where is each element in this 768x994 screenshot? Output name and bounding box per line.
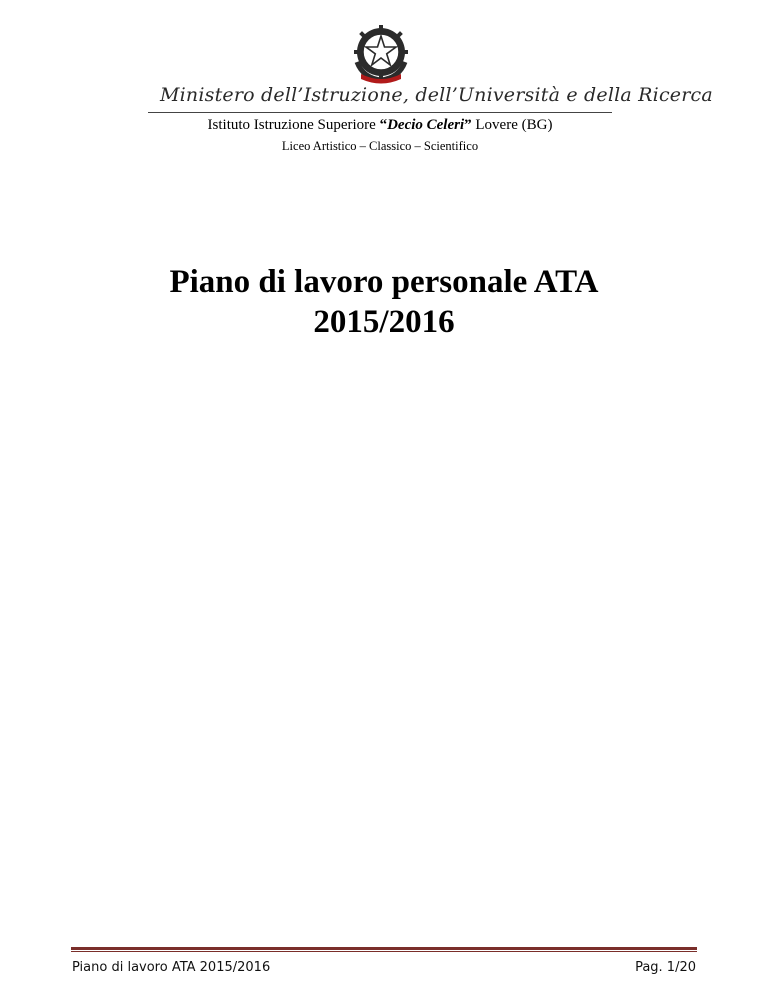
institute-location: Lovere (BG) bbox=[471, 117, 553, 133]
footer-divider-thick bbox=[71, 947, 697, 950]
open-quote: “ bbox=[379, 117, 388, 133]
institute-prefix: Istituto Istruzione Superiore bbox=[207, 117, 380, 133]
close-quote: ” bbox=[464, 117, 472, 133]
footer-page-number: Pag. 1/20 bbox=[635, 960, 696, 975]
ministry-heading: Ministero dell’Istruzione, dell’Università e della Ricerca bbox=[160, 84, 713, 106]
italian-republic-emblem-icon bbox=[349, 24, 413, 86]
document-title bbox=[0, 262, 768, 342]
institute-name: Decio Celeri bbox=[387, 117, 465, 133]
title-line-2: 2015/2016 bbox=[313, 304, 455, 340]
institute-line bbox=[148, 117, 612, 134]
footer-divider-thin bbox=[71, 951, 697, 952]
title-line-1: Piano di lavoro personale ATA bbox=[169, 264, 599, 300]
licei-line: Liceo Artistico – Classico – Scientifico bbox=[281, 139, 479, 153]
header-divider bbox=[148, 112, 612, 113]
footer-document-name: Piano di lavoro ATA 2015/2016 bbox=[72, 960, 271, 975]
